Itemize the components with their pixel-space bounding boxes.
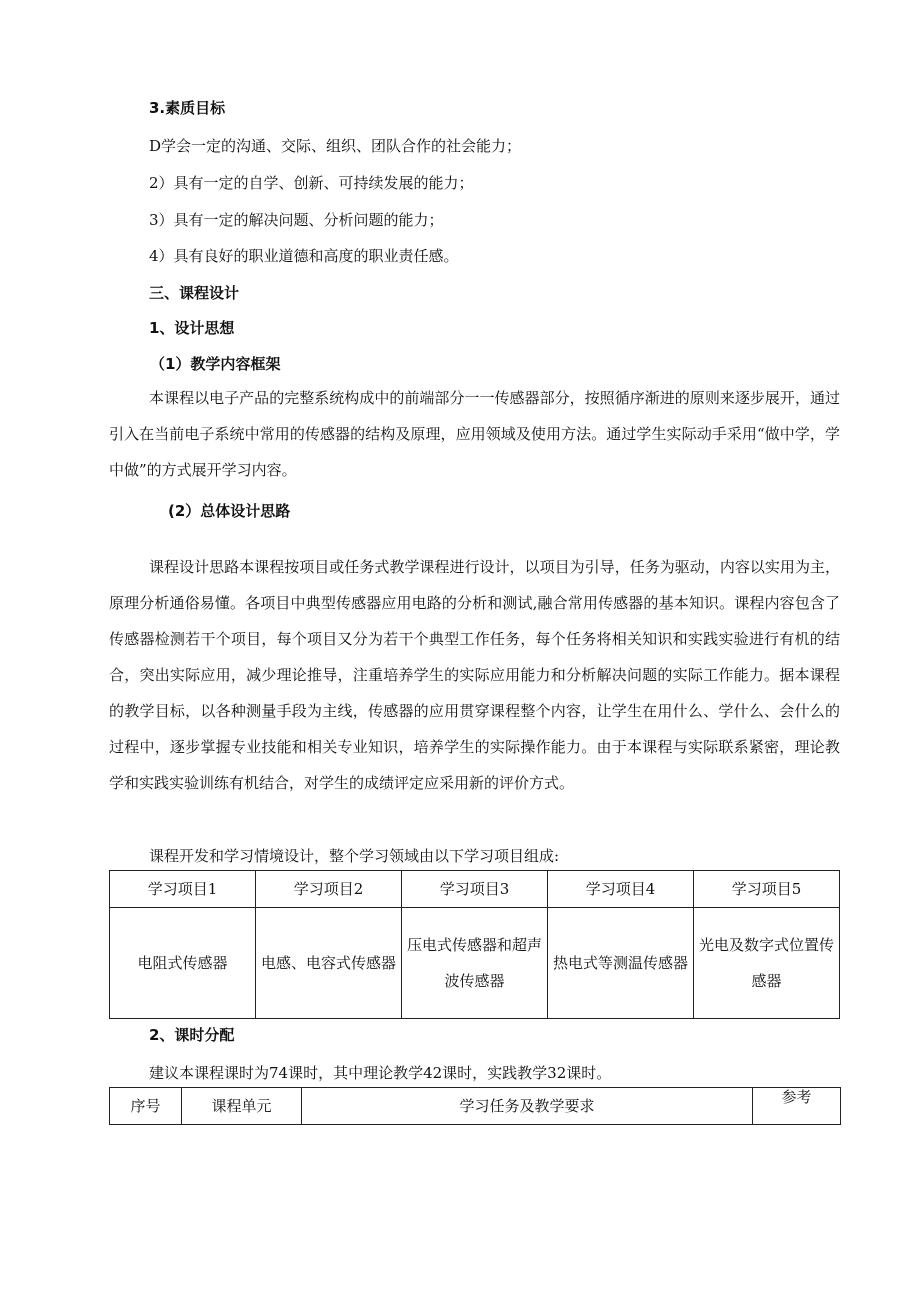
table-header-cell: 学习项目5 — [694, 871, 840, 908]
table-header-cell: 学习任务及教学要求 — [302, 1088, 753, 1125]
table-cell: 电感、电容式传感器 — [256, 908, 402, 1019]
table-row — [110, 908, 840, 1019]
section-heading-course-design: 三、课程设计 — [149, 284, 240, 302]
table-header-cell: 学习项目1 — [110, 871, 256, 908]
table-header-cell: 序号 — [110, 1088, 182, 1125]
table-header-cell: 学习项目4 — [548, 871, 694, 908]
paragraph-text: 课程设计思路本课程按项目或任务式教学课程进行设计，以项目为引导，任务为驱动，内容以实用为主，原理分析通俗易懂。各项目中典型传感器应用电路的分析和测试,融合常用传感器的基本知识。课程内容包含了传感器检测若干个项目，每个项目又分为若干个典型工作任务，每个任务将相关知识和实践实验进行有机的结合，突出实际应用，减少理论推导，注重培养学生的实际应用能力和分析解决问题的实际工作能力。据本课程的教学目标，以各种测量手段为主线，传感器的应用贯穿课程整个内容，让学生在用什么、学什么、会什么的过程中，逐步掌握专业技能和相关专业知识，培养学生的实际操作能力。由于本课程与实际联系紧密，理论教学和实践实验训练有机结合，对学生的成绩评定应采用新的评价方式。 — [109, 558, 840, 792]
subheading-content-framework: （1）教学内容框架 — [150, 355, 281, 373]
hours-table — [109, 1087, 841, 1125]
quality-goal-item: 3）具有一定的解决问题、分析问题的能力； — [149, 211, 444, 229]
projects-table — [109, 870, 840, 1019]
subheading-overall-design: (2）总体设计思路 — [168, 502, 291, 520]
table-cell: 电阻式传感器 — [110, 908, 256, 1019]
subheading-hours: 2、课时分配 — [149, 1026, 235, 1044]
table-cell: 光电及数字式位置传感器 — [694, 908, 840, 1019]
table-header-cell: 学习项目2 — [256, 871, 402, 908]
table-header-cell: 参考 — [753, 1088, 841, 1125]
subheading-design-idea: 1、设计思想 — [149, 319, 235, 337]
table-cell: 热电式等测温传感器 — [548, 908, 694, 1019]
table-header-row — [110, 871, 840, 908]
paragraph-text: 本课程以电子产品的完整系统构成中的前端部分一一传感器部分，按照循序渐进的原则来逐步展开，通过引入在当前电子系统中常用的传感器的结构及原理，应用领域及使用方法。通过学生实际动手采用“做中学，学中做”的方式展开学习内容。 — [109, 389, 840, 479]
quality-goals-heading: 3.素质目标 — [149, 99, 226, 117]
quality-goal-item: 4）具有良好的职业道德和高度的职业责任感。 — [149, 247, 459, 265]
paragraph-overall-design — [109, 549, 840, 801]
paragraph-hours: 建议本课程课时为74课时，其中理论教学42课时，实践教学32课时。 — [149, 1064, 612, 1082]
table-header-cell: 学习项目3 — [402, 871, 548, 908]
table-header-cell: 课程单元 — [182, 1088, 302, 1125]
table-cell: 压电式传感器和超声波传感器 — [402, 908, 548, 1019]
paragraph-project-intro: 课程开发和学习情境设计，整个学习领域由以下学习项目组成: — [149, 847, 560, 865]
paragraph-content-framework — [109, 380, 840, 488]
quality-goal-item: D学会一定的沟通、交际、组织、团队合作的社会能力； — [149, 137, 522, 155]
quality-goal-item: 2）具有一定的自学、创新、可持续发展的能力； — [149, 174, 474, 192]
table-header-row — [110, 1088, 841, 1125]
